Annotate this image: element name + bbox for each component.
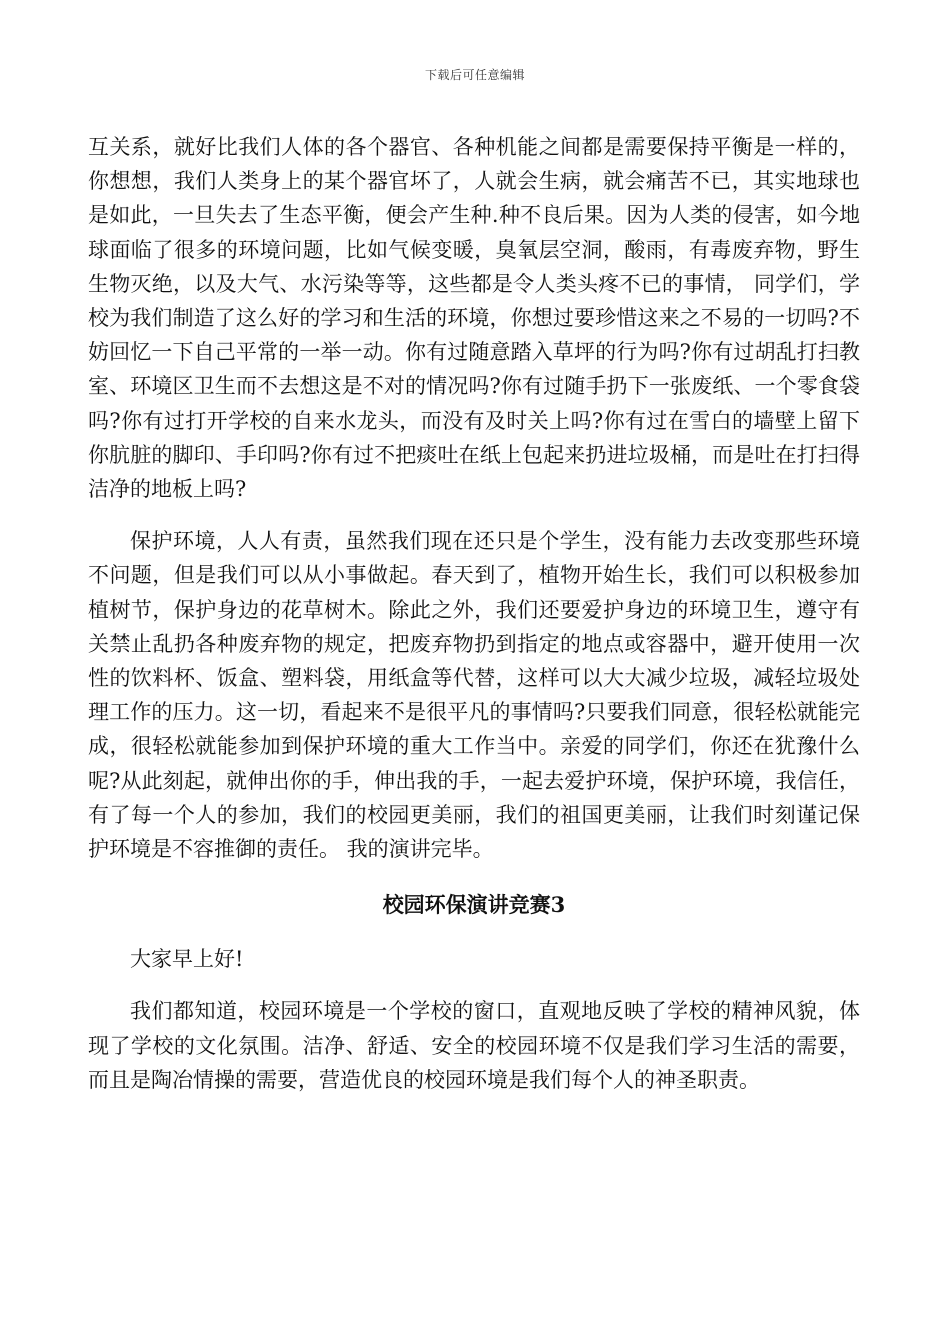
- body-paragraph: 我们都知道，校园环境是一个学校的窗口，直观地反映了学校的精神风貌，体现了学校的文化氛围。洁净、舒适、安全的校园环境不仅是我们学习生活的需要，而且是陶冶情操的需要，营造优良的校园环境是我们每个人的神圣职责。: [88, 999, 860, 1092]
- body-paragraph: 互关系，就好比我们人体的各个器官、各种机能之间都是需要保持平衡是一样的，你想想，我们人类身上的某个器官坏了，人就会生病，就会痛苦不已，其实地球也是如此，一旦失去了生态平衡，便会产生种.种不良后果。因为人类的侵害，如今地球面临了很多的环境问题，比如气候变暖，臭氧层空洞，酸雨，有毒废弃物，野生生物灭绝，以及大气、水污染等等，这些都是令人类头疼不已的事情， 同学们，学校为我们制造了这么好的学习和生活的环境，你想过要珍惜这来之不易的一切吗?不妨回忆一下自己平常的一举一动。你有过随意踏入草坪的行为吗?你有过胡乱打扫教室、环境区卫生而不去想这是不对的情况吗?你有过随手扔下一张废纸、一个零食袋吗?你有过打开学校的自来水龙头，而没有及时关上吗?你有过在雪白的墙壁上留下你肮脏的脚印、手印吗?你有过不把痰吐在纸上包起来扔进垃圾桶，而是吐在打扫得洁净的地板上吗?: [88, 135, 860, 502]
- document-body: [88, 130, 860, 1097]
- section-heading: 校园环保演讲竞赛3: [382, 892, 566, 918]
- body-paragraph: 保护环境，人人有责，虽然我们现在还只是个学生，没有能力去改变那些环境不问题，但是我们可以从小事做起。春天到了，植物开始生长，我们可以积极参加植树节，保护身边的花草树木。除此之外，我们还要爱护身边的环境卫生，遵守有关禁止乱扔各种废弃物的规定，把废弃物扔到指定的地点或容器中，避开使用一次性的饮料杯、饭盒、塑料袋，用纸盒等代替，这样可以大大减少垃圾，减轻垃圾处理工作的压力。这一切，看起来不是很平凡的事情吗?只要我们同意，很轻松就能完成，很轻松就能参加到保护环境的重大工作当中。亲爱的同学们，你还在犹豫什么呢?从此刻起，就伸出你的手，伸出我的手，一起去爱护环境，保护环境，我信任，有了每一个人的参加，我们的校园更美丽，我们的祖国更美丽，让我们时刻谨记保护环境是不容推御的责任。 我的演讲完毕。: [88, 529, 860, 862]
- greeting-paragraph: 大家早上好!: [130, 947, 244, 972]
- page-header: 下载后可任意编辑: [424, 68, 525, 82]
